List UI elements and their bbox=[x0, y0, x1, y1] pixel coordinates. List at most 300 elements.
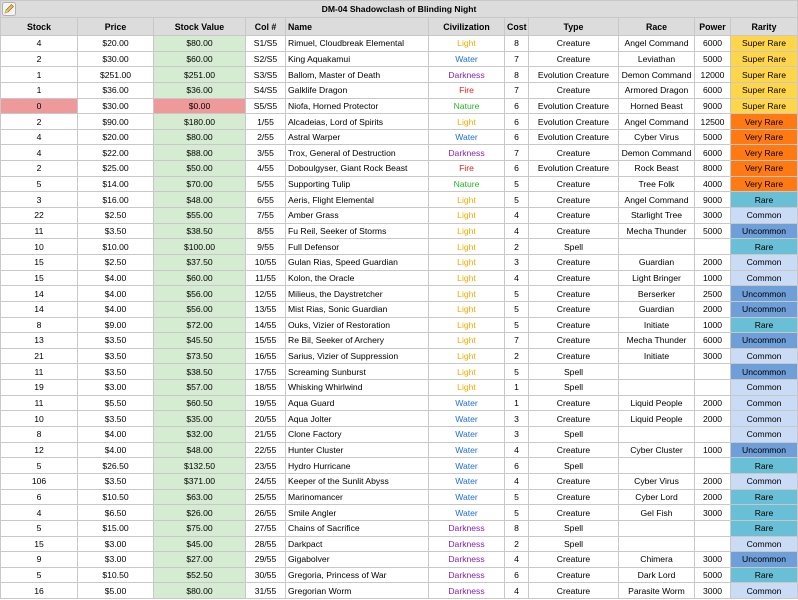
column-header-type[interactable]: Type bbox=[529, 18, 619, 36]
cell-stock-value[interactable]: $60.00 bbox=[154, 270, 246, 286]
cell-cost[interactable]: 1 bbox=[505, 395, 529, 411]
cell-stock-value[interactable]: $55.00 bbox=[154, 208, 246, 224]
table-row[interactable] bbox=[1, 583, 798, 599]
cell-price[interactable]: $5.50 bbox=[78, 395, 154, 411]
cell-cost[interactable]: 4 bbox=[505, 583, 529, 599]
cell-cost[interactable]: 3 bbox=[505, 254, 529, 270]
cell-race[interactable]: Initiate bbox=[619, 317, 695, 333]
cell-type[interactable]: Evolution Creature bbox=[529, 98, 619, 114]
cell-type[interactable]: Spell bbox=[529, 380, 619, 396]
table-row[interactable] bbox=[1, 427, 798, 443]
cell-stock[interactable]: 4 bbox=[1, 129, 78, 145]
table-row[interactable] bbox=[1, 364, 798, 380]
cell-col-number[interactable]: 17/55 bbox=[246, 364, 286, 380]
cell-type[interactable]: Creature bbox=[529, 583, 619, 599]
cell-col-number[interactable]: 7/55 bbox=[246, 208, 286, 224]
cell-power[interactable]: 5000 bbox=[695, 129, 731, 145]
table-row[interactable] bbox=[1, 270, 798, 286]
cell-cost[interactable]: 7 bbox=[505, 145, 529, 161]
cell-race[interactable]: Tree Folk bbox=[619, 176, 695, 192]
cell-name[interactable]: Full Defensor bbox=[286, 239, 429, 255]
cell-cost[interactable]: 1 bbox=[505, 380, 529, 396]
cell-cost[interactable]: 8 bbox=[505, 520, 529, 536]
cell-civilization[interactable]: Light bbox=[429, 208, 505, 224]
cell-type[interactable]: Spell bbox=[529, 520, 619, 536]
cell-name[interactable]: Keeper of the Sunlit Abyss bbox=[286, 473, 429, 489]
cell-col-number[interactable]: 3/55 bbox=[246, 145, 286, 161]
cell-civilization[interactable]: Light bbox=[429, 286, 505, 302]
cell-race[interactable]: Berserker bbox=[619, 286, 695, 302]
pencil-icon[interactable] bbox=[2, 2, 16, 16]
cell-name[interactable]: Darkpact bbox=[286, 536, 429, 552]
cell-name[interactable]: Clone Factory bbox=[286, 427, 429, 443]
cell-cost[interactable]: 4 bbox=[505, 552, 529, 568]
cell-name[interactable]: Alcadeias, Lord of Spirits bbox=[286, 114, 429, 130]
cell-name[interactable]: Chains of Sacrifice bbox=[286, 520, 429, 536]
cell-rarity[interactable]: Very Rare bbox=[731, 129, 798, 145]
cell-stock-value[interactable]: $56.00 bbox=[154, 301, 246, 317]
cell-type[interactable]: Creature bbox=[529, 489, 619, 505]
cell-type[interactable]: Creature bbox=[529, 473, 619, 489]
cell-name[interactable]: Ouks, Vizier of Restoration bbox=[286, 317, 429, 333]
table-row[interactable] bbox=[1, 473, 798, 489]
cell-rarity[interactable]: Uncommon bbox=[731, 552, 798, 568]
cell-civilization[interactable]: Water bbox=[429, 458, 505, 474]
cell-rarity[interactable]: Common bbox=[731, 583, 798, 599]
table-row[interactable] bbox=[1, 51, 798, 67]
cell-col-number[interactable]: 23/55 bbox=[246, 458, 286, 474]
cell-rarity[interactable]: Rare bbox=[731, 520, 798, 536]
cell-name[interactable]: Aqua Jolter bbox=[286, 411, 429, 427]
cell-col-number[interactable]: 24/55 bbox=[246, 473, 286, 489]
cell-name[interactable]: Re Bil, Seeker of Archery bbox=[286, 333, 429, 349]
table-row[interactable] bbox=[1, 67, 798, 83]
cell-price[interactable]: $15.00 bbox=[78, 520, 154, 536]
cell-stock[interactable]: 4 bbox=[1, 505, 78, 521]
table-row[interactable] bbox=[1, 567, 798, 583]
cell-power[interactable]: 12500 bbox=[695, 114, 731, 130]
cell-stock-value[interactable]: $38.50 bbox=[154, 364, 246, 380]
cell-cost[interactable]: 6 bbox=[505, 567, 529, 583]
cell-civilization[interactable]: Fire bbox=[429, 161, 505, 177]
cell-stock-value[interactable]: $45.00 bbox=[154, 536, 246, 552]
cell-price[interactable]: $4.00 bbox=[78, 270, 154, 286]
cell-price[interactable]: $251.00 bbox=[78, 67, 154, 83]
cell-col-number[interactable]: 21/55 bbox=[246, 427, 286, 443]
cell-col-number[interactable]: 12/55 bbox=[246, 286, 286, 302]
cell-price[interactable]: $3.50 bbox=[78, 411, 154, 427]
cell-race[interactable]: Cyber Virus bbox=[619, 473, 695, 489]
cell-price[interactable]: $25.00 bbox=[78, 161, 154, 177]
cell-cost[interactable]: 2 bbox=[505, 239, 529, 255]
cell-type[interactable]: Evolution Creature bbox=[529, 161, 619, 177]
cell-power[interactable] bbox=[695, 458, 731, 474]
cell-stock[interactable]: 2 bbox=[1, 51, 78, 67]
cell-stock[interactable]: 19 bbox=[1, 380, 78, 396]
cell-rarity[interactable]: Rare bbox=[731, 505, 798, 521]
cell-stock-value[interactable]: $36.00 bbox=[154, 82, 246, 98]
table-row[interactable] bbox=[1, 176, 798, 192]
cell-race[interactable]: Horned Beast bbox=[619, 98, 695, 114]
cell-stock-value[interactable]: $75.00 bbox=[154, 520, 246, 536]
table-row[interactable] bbox=[1, 286, 798, 302]
table-row[interactable] bbox=[1, 333, 798, 349]
cell-cost[interactable]: 5 bbox=[505, 317, 529, 333]
cell-price[interactable]: $30.00 bbox=[78, 51, 154, 67]
cell-type[interactable]: Creature bbox=[529, 176, 619, 192]
cell-power[interactable]: 8000 bbox=[695, 161, 731, 177]
cell-rarity[interactable]: Common bbox=[731, 411, 798, 427]
table-row[interactable] bbox=[1, 317, 798, 333]
cell-col-number[interactable]: 26/55 bbox=[246, 505, 286, 521]
table-row[interactable] bbox=[1, 223, 798, 239]
table-row[interactable] bbox=[1, 161, 798, 177]
cell-cost[interactable]: 8 bbox=[505, 67, 529, 83]
cell-stock[interactable]: 11 bbox=[1, 364, 78, 380]
cell-price[interactable]: $3.50 bbox=[78, 333, 154, 349]
cell-civilization[interactable]: Water bbox=[429, 129, 505, 145]
cell-civilization[interactable]: Darkness bbox=[429, 583, 505, 599]
cell-rarity[interactable]: Uncommon bbox=[731, 364, 798, 380]
cell-stock-value[interactable]: $45.50 bbox=[154, 333, 246, 349]
cell-stock[interactable]: 11 bbox=[1, 395, 78, 411]
table-row[interactable] bbox=[1, 536, 798, 552]
cell-stock-value[interactable]: $32.00 bbox=[154, 427, 246, 443]
cell-race[interactable] bbox=[619, 427, 695, 443]
cell-race[interactable]: Demon Command bbox=[619, 145, 695, 161]
cell-stock-value[interactable]: $80.00 bbox=[154, 129, 246, 145]
cell-price[interactable]: $16.00 bbox=[78, 192, 154, 208]
cell-race[interactable]: Chimera bbox=[619, 552, 695, 568]
cell-type[interactable]: Creature bbox=[529, 254, 619, 270]
cell-stock-value[interactable]: $52.50 bbox=[154, 567, 246, 583]
cell-cost[interactable]: 5 bbox=[505, 286, 529, 302]
cell-rarity[interactable]: Rare bbox=[731, 458, 798, 474]
cell-stock[interactable]: 6 bbox=[1, 489, 78, 505]
cell-civilization[interactable]: Light bbox=[429, 348, 505, 364]
cell-name[interactable]: Screaming Sunburst bbox=[286, 364, 429, 380]
column-header-stock-value[interactable]: Stock Value bbox=[154, 18, 246, 36]
cell-cost[interactable]: 5 bbox=[505, 192, 529, 208]
cell-name[interactable]: Aeris, Flight Elemental bbox=[286, 192, 429, 208]
cell-stock-value[interactable]: $0.00 bbox=[154, 98, 246, 114]
cell-civilization[interactable]: Light bbox=[429, 364, 505, 380]
column-header-col-number[interactable]: Col # bbox=[246, 18, 286, 36]
cell-stock[interactable]: 10 bbox=[1, 239, 78, 255]
cell-name[interactable]: Fu Reil, Seeker of Storms bbox=[286, 223, 429, 239]
cell-rarity[interactable]: Common bbox=[731, 270, 798, 286]
table-row[interactable] bbox=[1, 380, 798, 396]
cell-name[interactable]: Whisking Whirlwind bbox=[286, 380, 429, 396]
cell-power[interactable]: 9000 bbox=[695, 98, 731, 114]
column-header-cost[interactable]: Cost bbox=[505, 18, 529, 36]
cell-race[interactable]: Liquid People bbox=[619, 411, 695, 427]
cell-col-number[interactable]: 10/55 bbox=[246, 254, 286, 270]
cell-name[interactable]: Gregoria, Princess of War bbox=[286, 567, 429, 583]
cell-name[interactable]: Trox, General of Destruction bbox=[286, 145, 429, 161]
table-row[interactable] bbox=[1, 505, 798, 521]
cell-price[interactable]: $3.00 bbox=[78, 552, 154, 568]
cell-stock[interactable]: 10 bbox=[1, 411, 78, 427]
cell-col-number[interactable]: 5/55 bbox=[246, 176, 286, 192]
cell-rarity[interactable]: Super Rare bbox=[731, 51, 798, 67]
cell-name[interactable]: Gregorian Worm bbox=[286, 583, 429, 599]
cell-price[interactable]: $20.00 bbox=[78, 36, 154, 52]
cell-race[interactable]: Angel Command bbox=[619, 192, 695, 208]
cell-race[interactable]: Dark Lord bbox=[619, 567, 695, 583]
cell-price[interactable]: $20.00 bbox=[78, 129, 154, 145]
cell-price[interactable]: $36.00 bbox=[78, 82, 154, 98]
cell-rarity[interactable]: Rare bbox=[731, 489, 798, 505]
cell-power[interactable]: 2000 bbox=[695, 395, 731, 411]
cell-civilization[interactable]: Darkness bbox=[429, 145, 505, 161]
cell-rarity[interactable]: Rare bbox=[731, 567, 798, 583]
cell-race[interactable]: Starlight Tree bbox=[619, 208, 695, 224]
table-row[interactable] bbox=[1, 552, 798, 568]
cell-cost[interactable]: 6 bbox=[505, 98, 529, 114]
cell-stock-value[interactable]: $70.00 bbox=[154, 176, 246, 192]
cell-stock-value[interactable]: $80.00 bbox=[154, 36, 246, 52]
cell-stock-value[interactable]: $251.00 bbox=[154, 67, 246, 83]
cell-stock-value[interactable]: $60.00 bbox=[154, 51, 246, 67]
cell-price[interactable]: $10.00 bbox=[78, 239, 154, 255]
cell-power[interactable]: 1000 bbox=[695, 442, 731, 458]
cell-price[interactable]: $26.50 bbox=[78, 458, 154, 474]
cell-civilization[interactable]: Light bbox=[429, 192, 505, 208]
cell-cost[interactable]: 6 bbox=[505, 114, 529, 130]
cell-civilization[interactable]: Darkness bbox=[429, 567, 505, 583]
cell-rarity[interactable]: Very Rare bbox=[731, 161, 798, 177]
cell-type[interactable]: Creature bbox=[529, 36, 619, 52]
cell-price[interactable]: $5.00 bbox=[78, 583, 154, 599]
cell-race[interactable]: Cyber Lord bbox=[619, 489, 695, 505]
cell-col-number[interactable]: S3/S5 bbox=[246, 67, 286, 83]
cell-name[interactable]: King Aquakamui bbox=[286, 51, 429, 67]
cell-power[interactable]: 3000 bbox=[695, 505, 731, 521]
cell-stock-value[interactable]: $132.50 bbox=[154, 458, 246, 474]
cell-cost[interactable]: 2 bbox=[505, 348, 529, 364]
cell-stock[interactable]: 21 bbox=[1, 348, 78, 364]
cell-rarity[interactable]: Super Rare bbox=[731, 67, 798, 83]
cell-race[interactable]: Cyber Virus bbox=[619, 129, 695, 145]
cell-price[interactable]: $3.50 bbox=[78, 223, 154, 239]
cell-cost[interactable]: 3 bbox=[505, 427, 529, 443]
cell-rarity[interactable]: Rare bbox=[731, 317, 798, 333]
cell-type[interactable]: Creature bbox=[529, 286, 619, 302]
cell-type[interactable]: Creature bbox=[529, 208, 619, 224]
cell-stock[interactable]: 14 bbox=[1, 286, 78, 302]
cell-power[interactable]: 3000 bbox=[695, 208, 731, 224]
cell-rarity[interactable]: Common bbox=[731, 254, 798, 270]
cell-name[interactable]: Aqua Guard bbox=[286, 395, 429, 411]
column-header-race[interactable]: Race bbox=[619, 18, 695, 36]
cell-power[interactable]: 2000 bbox=[695, 254, 731, 270]
cell-stock-value[interactable]: $80.00 bbox=[154, 583, 246, 599]
cell-civilization[interactable]: Water bbox=[429, 411, 505, 427]
cell-type[interactable]: Creature bbox=[529, 51, 619, 67]
cell-power[interactable]: 5000 bbox=[695, 567, 731, 583]
column-header-stock[interactable]: Stock bbox=[1, 18, 78, 36]
cell-col-number[interactable]: 4/55 bbox=[246, 161, 286, 177]
cell-power[interactable]: 1000 bbox=[695, 270, 731, 286]
cell-price[interactable]: $14.00 bbox=[78, 176, 154, 192]
cell-rarity[interactable]: Very Rare bbox=[731, 145, 798, 161]
cell-cost[interactable]: 4 bbox=[505, 208, 529, 224]
cell-stock-value[interactable]: $35.00 bbox=[154, 411, 246, 427]
cell-col-number[interactable]: 31/55 bbox=[246, 583, 286, 599]
cell-price[interactable]: $22.00 bbox=[78, 145, 154, 161]
cell-civilization[interactable]: Water bbox=[429, 395, 505, 411]
table-row[interactable] bbox=[1, 145, 798, 161]
cell-cost[interactable]: 6 bbox=[505, 129, 529, 145]
cell-rarity[interactable]: Common bbox=[731, 473, 798, 489]
cell-col-number[interactable]: S1/S5 bbox=[246, 36, 286, 52]
cell-type[interactable]: Creature bbox=[529, 223, 619, 239]
column-header-price[interactable]: Price bbox=[78, 18, 154, 36]
cell-type[interactable]: Creature bbox=[529, 82, 619, 98]
cell-stock-value[interactable]: $100.00 bbox=[154, 239, 246, 255]
cell-civilization[interactable]: Water bbox=[429, 51, 505, 67]
cell-power[interactable]: 6000 bbox=[695, 36, 731, 52]
cell-stock-value[interactable]: $180.00 bbox=[154, 114, 246, 130]
table-row[interactable] bbox=[1, 301, 798, 317]
cell-price[interactable]: $10.50 bbox=[78, 567, 154, 583]
cell-stock[interactable]: 8 bbox=[1, 317, 78, 333]
cell-power[interactable]: 6000 bbox=[695, 333, 731, 349]
cell-power[interactable]: 2000 bbox=[695, 473, 731, 489]
cell-power[interactable]: 9000 bbox=[695, 192, 731, 208]
table-row[interactable] bbox=[1, 520, 798, 536]
cell-type[interactable]: Evolution Creature bbox=[529, 114, 619, 130]
cell-price[interactable]: $10.50 bbox=[78, 489, 154, 505]
cell-stock[interactable]: 15 bbox=[1, 254, 78, 270]
cell-civilization[interactable]: Darkness bbox=[429, 552, 505, 568]
cell-name[interactable]: Ballom, Master of Death bbox=[286, 67, 429, 83]
cell-stock[interactable]: 8 bbox=[1, 427, 78, 443]
cell-civilization[interactable]: Light bbox=[429, 223, 505, 239]
cell-race[interactable]: Guardian bbox=[619, 301, 695, 317]
cell-name[interactable]: Marinomancer bbox=[286, 489, 429, 505]
cell-type[interactable]: Spell bbox=[529, 427, 619, 443]
cell-power[interactable]: 2500 bbox=[695, 286, 731, 302]
cell-stock-value[interactable]: $57.00 bbox=[154, 380, 246, 396]
cell-price[interactable]: $6.50 bbox=[78, 505, 154, 521]
cell-type[interactable]: Creature bbox=[529, 442, 619, 458]
cell-name[interactable]: Sarius, Vizier of Suppression bbox=[286, 348, 429, 364]
cell-col-number[interactable]: 11/55 bbox=[246, 270, 286, 286]
cell-race[interactable] bbox=[619, 364, 695, 380]
cell-rarity[interactable]: Common bbox=[731, 427, 798, 443]
cell-type[interactable]: Creature bbox=[529, 411, 619, 427]
column-header-civilization[interactable]: Civilization bbox=[429, 18, 505, 36]
cell-stock[interactable]: 22 bbox=[1, 208, 78, 224]
cell-col-number[interactable]: 25/55 bbox=[246, 489, 286, 505]
table-row[interactable] bbox=[1, 114, 798, 130]
cell-stock[interactable]: 14 bbox=[1, 301, 78, 317]
cell-type[interactable]: Creature bbox=[529, 348, 619, 364]
cell-cost[interactable]: 6 bbox=[505, 458, 529, 474]
cell-col-number[interactable]: 14/55 bbox=[246, 317, 286, 333]
cell-col-number[interactable]: 27/55 bbox=[246, 520, 286, 536]
cell-price[interactable]: $4.00 bbox=[78, 301, 154, 317]
cell-price[interactable]: $3.00 bbox=[78, 380, 154, 396]
cell-stock-value[interactable]: $48.00 bbox=[154, 442, 246, 458]
cell-price[interactable]: $4.00 bbox=[78, 286, 154, 302]
cell-cost[interactable]: 7 bbox=[505, 51, 529, 67]
cell-race[interactable]: Guardian bbox=[619, 254, 695, 270]
cell-col-number[interactable]: 6/55 bbox=[246, 192, 286, 208]
cell-race[interactable]: Angel Command bbox=[619, 36, 695, 52]
cell-civilization[interactable]: Water bbox=[429, 489, 505, 505]
cell-race[interactable] bbox=[619, 458, 695, 474]
cell-power[interactable] bbox=[695, 380, 731, 396]
cell-rarity[interactable]: Super Rare bbox=[731, 82, 798, 98]
cell-stock[interactable]: 106 bbox=[1, 473, 78, 489]
cell-stock-value[interactable]: $50.00 bbox=[154, 161, 246, 177]
cell-name[interactable]: Niofa, Horned Protector bbox=[286, 98, 429, 114]
cell-col-number[interactable]: 15/55 bbox=[246, 333, 286, 349]
cell-race[interactable] bbox=[619, 239, 695, 255]
cell-type[interactable]: Creature bbox=[529, 567, 619, 583]
cell-stock[interactable]: 2 bbox=[1, 114, 78, 130]
cell-type[interactable]: Creature bbox=[529, 552, 619, 568]
cell-race[interactable]: Light Bringer bbox=[619, 270, 695, 286]
cell-rarity[interactable]: Very Rare bbox=[731, 114, 798, 130]
cell-name[interactable]: Milieus, the Daystretcher bbox=[286, 286, 429, 302]
cell-cost[interactable]: 4 bbox=[505, 270, 529, 286]
cell-price[interactable]: $90.00 bbox=[78, 114, 154, 130]
cell-rarity[interactable]: Super Rare bbox=[731, 36, 798, 52]
table-row[interactable] bbox=[1, 442, 798, 458]
cell-power[interactable]: 3000 bbox=[695, 348, 731, 364]
cell-name[interactable]: Rimuel, Cloudbreak Elemental bbox=[286, 36, 429, 52]
cell-name[interactable]: Astral Warper bbox=[286, 129, 429, 145]
cell-power[interactable]: 4000 bbox=[695, 176, 731, 192]
cell-power[interactable]: 3000 bbox=[695, 552, 731, 568]
cell-civilization[interactable]: Nature bbox=[429, 176, 505, 192]
cell-stock-value[interactable]: $73.50 bbox=[154, 348, 246, 364]
cell-rarity[interactable]: Super Rare bbox=[731, 98, 798, 114]
cell-stock-value[interactable]: $56.00 bbox=[154, 286, 246, 302]
cell-race[interactable]: Rock Beast bbox=[619, 161, 695, 177]
cell-civilization[interactable]: Light bbox=[429, 239, 505, 255]
cell-stock-value[interactable]: $72.00 bbox=[154, 317, 246, 333]
cell-col-number[interactable]: 8/55 bbox=[246, 223, 286, 239]
cell-cost[interactable]: 5 bbox=[505, 505, 529, 521]
cell-power[interactable]: 5000 bbox=[695, 51, 731, 67]
cell-stock[interactable]: 2 bbox=[1, 161, 78, 177]
cell-civilization[interactable]: Water bbox=[429, 442, 505, 458]
cell-race[interactable] bbox=[619, 380, 695, 396]
cell-rarity[interactable]: Rare bbox=[731, 192, 798, 208]
cell-name[interactable]: Amber Grass bbox=[286, 208, 429, 224]
cell-stock-value[interactable]: $27.00 bbox=[154, 552, 246, 568]
cell-civilization[interactable]: Darkness bbox=[429, 67, 505, 83]
cell-cost[interactable]: 2 bbox=[505, 536, 529, 552]
cell-rarity[interactable]: Common bbox=[731, 380, 798, 396]
cell-name[interactable]: Hunter Cluster bbox=[286, 442, 429, 458]
cell-name[interactable]: Supporting Tulip bbox=[286, 176, 429, 192]
cell-stock[interactable]: 15 bbox=[1, 536, 78, 552]
cell-power[interactable]: 2000 bbox=[695, 411, 731, 427]
cell-race[interactable]: Mecha Thunder bbox=[619, 223, 695, 239]
cell-type[interactable]: Creature bbox=[529, 145, 619, 161]
cell-stock-value[interactable]: $38.50 bbox=[154, 223, 246, 239]
cell-stock[interactable]: 5 bbox=[1, 176, 78, 192]
cell-power[interactable]: 6000 bbox=[695, 82, 731, 98]
cell-power[interactable]: 12000 bbox=[695, 67, 731, 83]
cell-col-number[interactable]: 16/55 bbox=[246, 348, 286, 364]
